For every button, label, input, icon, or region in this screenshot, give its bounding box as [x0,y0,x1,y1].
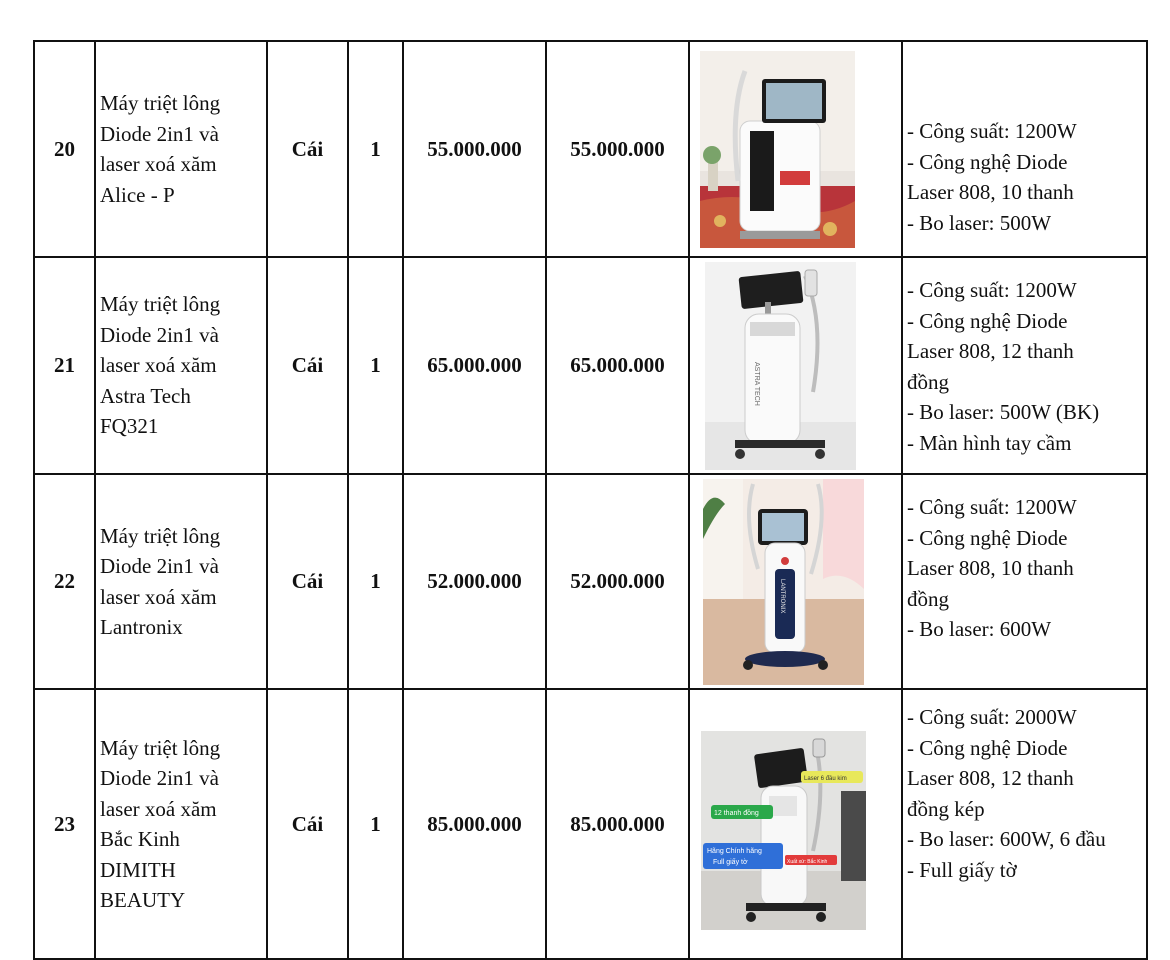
table-row [34,474,1147,689]
quantity-cell: 1 [348,689,403,959]
product-image-cell [689,689,902,959]
total-price-cell: 65.000.000 [546,257,689,474]
product-name: Máy triệt lông Diode 2in1 và laser xoá xăm Lantronix [95,474,267,689]
image-brand-text: ASTRA TECH [753,362,760,406]
spec-cell: - Công suất: 2000W - Công nghệ Diode Laser 808, 12 thanh đồng kép - Bo laser: 600W, 6 đầu - Full giấy tờ [902,689,1147,959]
total-price-cell: 52.000.000 [546,474,689,689]
product-name: Máy triệt lông Diode 2in1 và laser xoá xăm Alice - P [95,41,267,257]
spec-cell: - Công suất: 1200W - Công nghệ Diode Laser 808, 10 thanh - Bo laser: 500W [902,41,1147,257]
table-row [34,41,1147,257]
image-tag-text: Hãng Chính hãng [707,848,762,855]
product-photo [705,262,856,470]
spec-cell: - Công suất: 1200W - Công nghệ Diode Laser 808, 12 thanh đồng - Bo laser: 500W (BK) - Màn hình tay cầm [902,257,1147,474]
table-row [34,689,1147,959]
unit-price-cell: 52.000.000 [403,474,546,689]
total-price-cell: 55.000.000 [546,41,689,257]
product-image-cell [689,474,902,689]
unit-cell: Cái [267,41,348,257]
row-index: 23 [34,689,95,959]
unit-price-cell: 85.000.000 [403,689,546,959]
laser-machine-image [701,731,866,930]
table-row [34,257,1147,474]
image-brand-text: LANTRONIX [779,579,785,614]
image-tag-text: 12 thanh đồng [714,810,759,817]
unit-cell: Cái [267,474,348,689]
image-tag-text: Xuất xứ: Bắc Kinh [787,859,828,865]
product-photo [700,51,855,248]
image-tag-text: Laser 6 đầu kim [804,776,847,782]
quantity-cell: 1 [348,41,403,257]
quantity-cell: 1 [348,474,403,689]
spec-cell: - Công suất: 1200W - Công nghệ Diode Laser 808, 10 thanh đồng - Bo laser: 600W [902,474,1147,689]
quantity-cell: 1 [348,257,403,474]
laser-machine-image [705,262,856,470]
row-index: 21 [34,257,95,474]
total-price-cell: 85.000.000 [546,689,689,959]
unit-price-cell: 55.000.000 [403,41,546,257]
product-image-cell [689,257,902,474]
product-photo [701,731,866,930]
row-index: 22 [34,474,95,689]
product-name: Máy triệt lông Diode 2in1 và laser xoá xăm Bắc Kinh DIMITH BEAUTY [95,689,267,959]
product-photo [703,479,864,685]
unit-cell: Cái [267,689,348,959]
unit-cell: Cái [267,257,348,474]
product-table [33,40,1148,960]
unit-price-cell: 65.000.000 [403,257,546,474]
row-index: 20 [34,41,95,257]
laser-machine-image [700,51,855,248]
image-tag-text: Full giấy tờ [713,859,748,866]
product-name: Máy triệt lông Diode 2in1 và laser xoá xăm Astra Tech FQ321 [95,257,267,474]
laser-machine-image [703,479,864,685]
product-image-cell [689,41,902,257]
